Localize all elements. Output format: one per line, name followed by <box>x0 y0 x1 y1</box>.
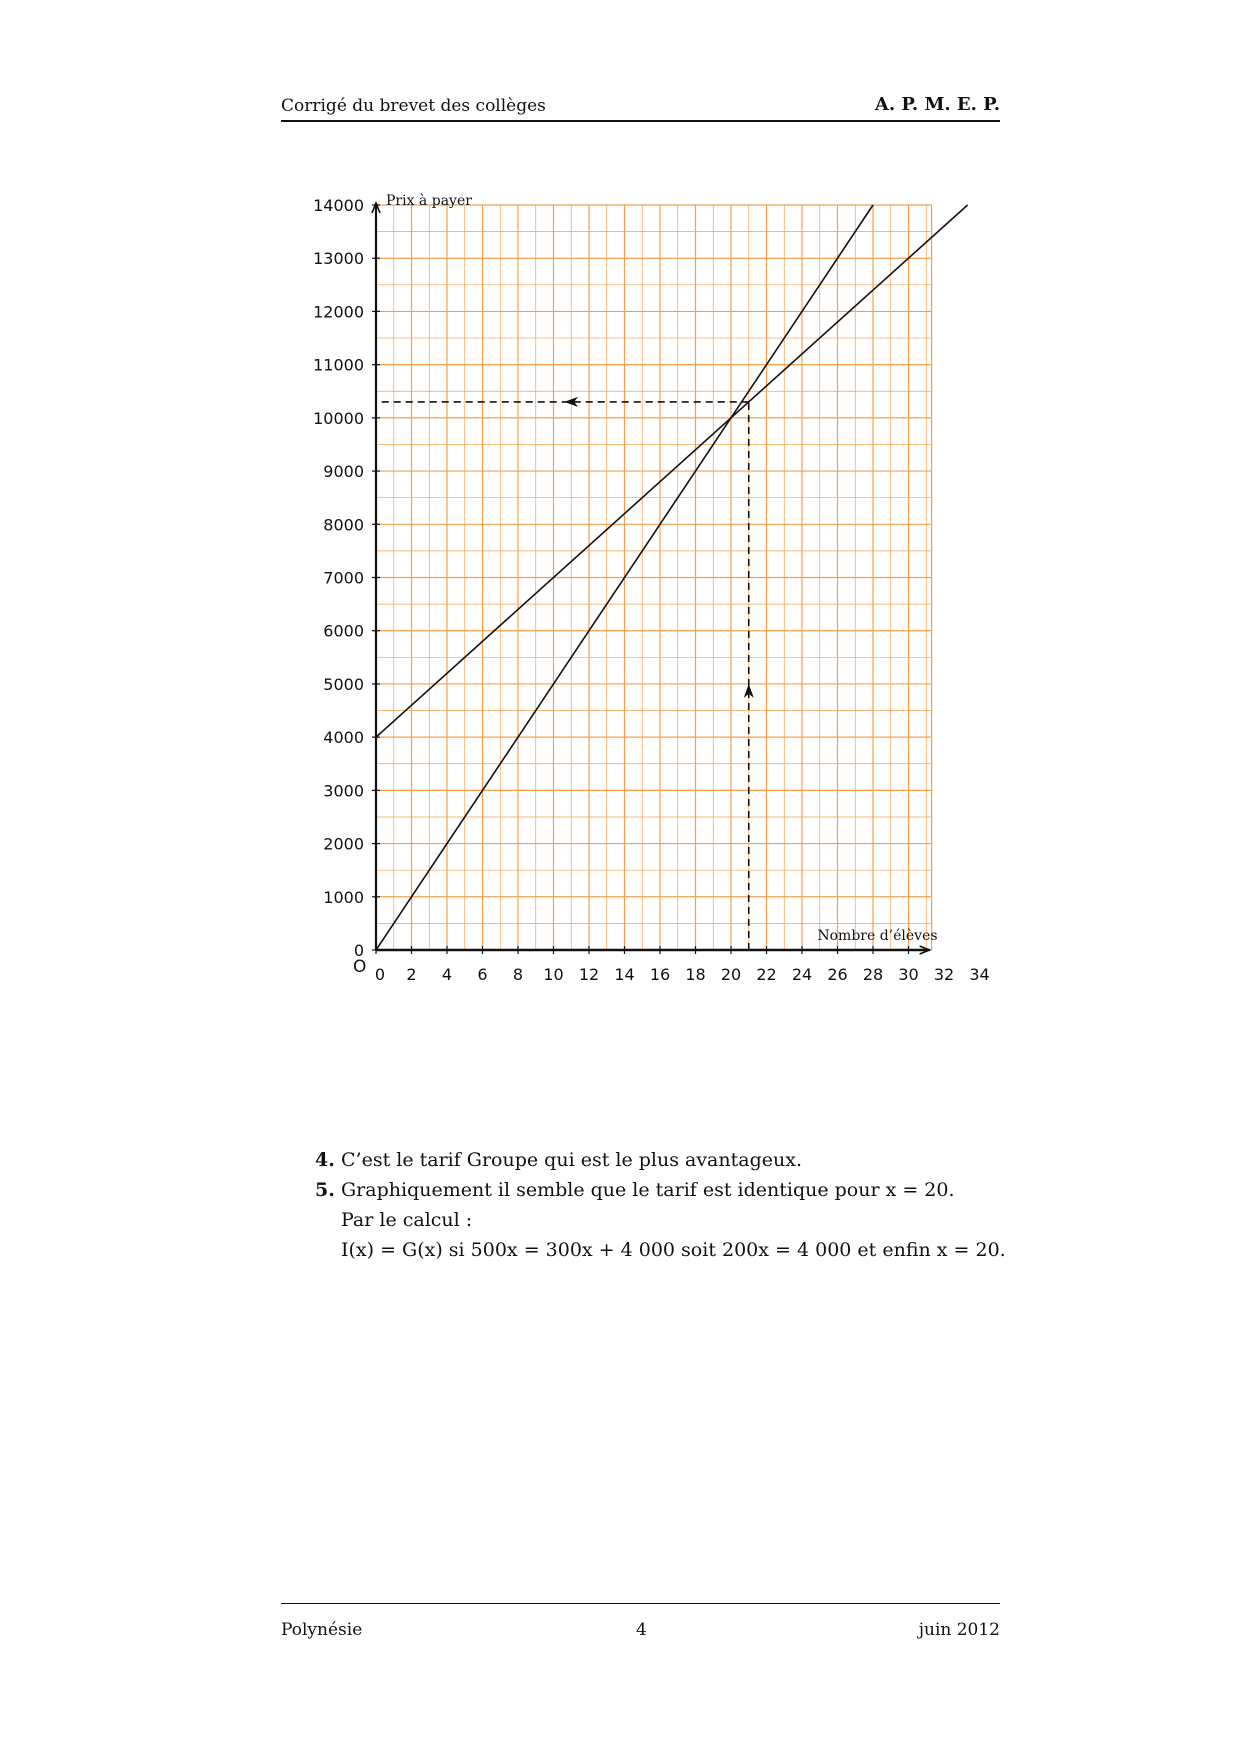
x-tick-label: 34 <box>969 965 990 984</box>
page-footer <box>281 1603 1000 1640</box>
x-tick-label: 16 <box>649 965 671 984</box>
dashed-reading <box>376 397 754 950</box>
price-chart <box>290 180 1010 1110</box>
footer-location: Polynésie <box>281 1620 363 1640</box>
y-tick-label: 1000 <box>323 887 364 907</box>
x-tick-label: 6 <box>477 965 488 984</box>
y-tick-label: 6000 <box>323 621 364 641</box>
y-tick-label: 7000 <box>323 568 364 588</box>
page-header <box>281 94 1000 122</box>
x-tick-label: 0 <box>374 965 386 984</box>
y-tick-label: 2000 <box>323 834 364 854</box>
y-axis-title: Prix à payer <box>386 193 472 209</box>
x-tick-label: 24 <box>791 965 813 984</box>
chart-grid <box>376 205 932 950</box>
x-axis-title: Nombre d’élèves <box>817 928 938 944</box>
y-tick-label: 9000 <box>323 462 364 482</box>
answer-5-number: 5. <box>315 1179 335 1201</box>
x-tick-label: 12 <box>578 965 600 984</box>
chart-labels <box>313 192 990 984</box>
answer-5-text: Graphiquement il semble que le tarif est identique pour x = 20. <box>341 1179 955 1201</box>
origin-label: O <box>353 957 367 977</box>
x-tick-label: 8 <box>512 965 524 984</box>
x-tick-label: 10 <box>543 965 564 984</box>
x-tick-label: 28 <box>862 965 884 984</box>
answer-5 <box>315 1175 1006 1205</box>
y-tick-label: 11000 <box>313 355 364 375</box>
answer-4-number: 4. <box>315 1149 335 1171</box>
answer-5-equation: I(x) = G(x) si 500x = 300x + 4 000 soit 200x = 4 000 et enfin x = 20. <box>341 1239 1006 1261</box>
x-tick-label: 4 <box>441 965 453 984</box>
x-tick-label: 2 <box>406 965 417 984</box>
x-tick-label: 30 <box>898 965 919 984</box>
chart-axes <box>372 203 930 954</box>
y-tick-label: 4000 <box>323 728 364 748</box>
x-tick-label: 22 <box>756 965 777 984</box>
footer-date: juin 2012 <box>918 1620 1000 1640</box>
x-tick-label: 18 <box>685 965 706 984</box>
answers-section <box>315 1145 1006 1265</box>
y-tick-label: 12000 <box>313 302 364 322</box>
answer-4 <box>315 1145 1006 1175</box>
x-tick-label: 32 <box>933 965 955 984</box>
y-tick-label: 3000 <box>323 781 364 801</box>
x-tick-label: 26 <box>827 965 848 984</box>
header-title: Corrigé du brevet des collèges <box>281 96 546 116</box>
y-tick-label: 0 <box>353 941 364 960</box>
y-tick-label: 13000 <box>313 249 364 269</box>
footer-page-number: 4 <box>636 1620 647 1640</box>
x-tick-label: 20 <box>720 965 742 984</box>
y-tick-label: 5000 <box>323 674 364 694</box>
answer-5-calc-label: Par le calcul : <box>341 1209 473 1231</box>
y-tick-label: 10000 <box>313 408 364 428</box>
answer-4-text: C’est le tarif Groupe qui est le plus avantageux. <box>341 1149 802 1171</box>
y-tick-label: 8000 <box>323 515 364 535</box>
header-organization: A. P. M. E. P. <box>874 94 1000 115</box>
x-tick-label: 14 <box>614 965 635 984</box>
y-tick-label: 14000 <box>313 196 364 216</box>
